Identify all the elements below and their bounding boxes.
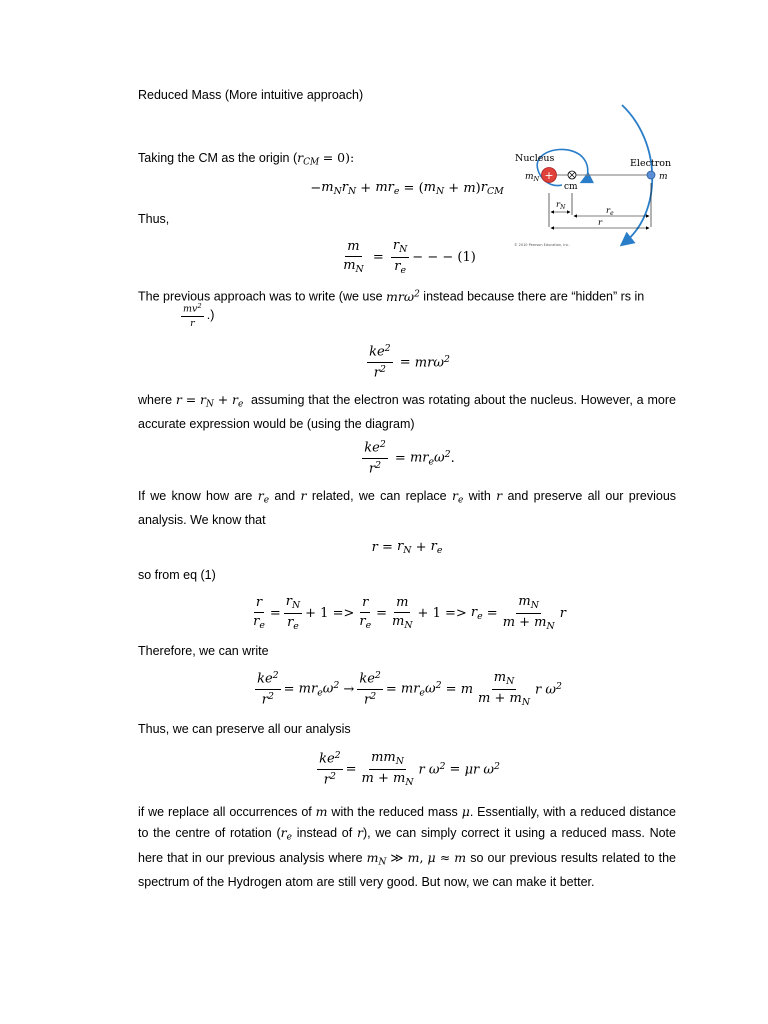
electron-label: Electron <box>630 158 672 169</box>
nucleus-label: Nucleus <box>515 153 555 164</box>
previous-fraction-line: $\frac{mv^2}{r}$ .) <box>183 302 215 329</box>
equation-substitution: $\frac{ke^2}{r^2}$ = $mr_e\omega^2$ → $\frac{ke^2}{r^2}$ = $mr_e\omega^2$ = m $\frac{m_N}{m + m_N}$ r $\omega^2$ <box>257 670 562 708</box>
previous-approach: The previous approach was to write (we use mrω$^2$ instead because there are “hidden” rs in <box>138 288 645 304</box>
equation-coulomb: $\frac{ke^2}{r^2}$ = mrω$^2$ <box>369 343 450 381</box>
equation-derivation: $\frac{r}{r_e}$ = $\frac{r_N}{r_e}$ + 1 => $\frac{r}{r_e}$ = $\frac{m}{m_N}$ + 1 => $r_e$ = $\frac{m_N}{m + m_N}$ r <box>253 594 566 632</box>
ifknow-2: and <box>274 489 296 503</box>
where-paragraph: where $r = r_N + r_e$ assuming that the electron was rotating about the nucleus. However, a more accurate expression would be (using the diagram) <box>138 392 676 432</box>
electron-circle <box>647 171 655 179</box>
mass-electron-label: m <box>659 172 668 182</box>
cm-origin-eq: = 0): <box>322 150 355 165</box>
r-e-label: $r_e$ <box>606 206 614 217</box>
heading: Reduced Mass (More intuitive approach) <box>138 88 364 102</box>
if-know-paragraph: If we know how are $r_e$ and r related, we can replace $r_e$ with r and preserve all our previous analysis. We know that <box>138 488 677 528</box>
where-pre: where <box>138 393 173 407</box>
final-2: with the reduced mass <box>331 805 458 819</box>
final-5: ), we can simply correct it using a reduced mass. Note here that in our previous analysis where <box>138 825 676 865</box>
ifknow-4: with <box>468 489 491 503</box>
therefore: Therefore, we can write <box>138 644 269 658</box>
final-3: . Essentially, with a reduced distance to the centre of rotation ( <box>138 805 676 840</box>
equation-1: $\frac{m}{m_N}$ = $\frac{r_N}{r_e}$ − − − (1) <box>343 238 476 276</box>
thus-2: Thus, we can preserve all our analysis <box>138 722 351 736</box>
thus-1: Thus, <box>138 212 170 226</box>
so-from-eq: so from eq (1) <box>138 568 216 582</box>
ifknow-3: related, we can replace <box>311 489 447 503</box>
equation-r-sum: r = $r_N$ + $r_e$ <box>371 538 443 556</box>
equation-reduced-mass: $\frac{ke^2}{r^2}$ = $\frac{mm_N}{m + m_N}$ r $\omega^2$ = μr $\omega^2$ <box>319 750 500 788</box>
cm-origin-label: Taking the CM as the origin ( <box>138 151 298 165</box>
final-1: if we replace all occurrences of <box>138 805 312 819</box>
where-post: assuming that the electron was rotating about the nucleus. However, a more accurate expression would be (using the diagram) <box>138 393 676 432</box>
ifknow-5: and preserve all our previous analysis. We know that <box>138 489 677 528</box>
mass-nucleus-label: $m_N$ <box>525 172 540 183</box>
cm-origin-line: Taking the CM as the origin $(r_{CM} = 0)$: <box>138 150 355 168</box>
previous-close: .) <box>206 307 215 322</box>
r-n-label: $r_N$ <box>556 200 566 211</box>
final-6: so our previous results related to the spectrum of the Hydrogen atom are still very good. But now, we can make it better. <box>138 850 676 889</box>
nucleus-plus-sign: + <box>544 169 554 182</box>
final-4: instead of <box>296 825 353 840</box>
previous-post: instead because there are “hidden” rs in <box>423 289 645 304</box>
reduced-mass-diagram <box>512 103 676 250</box>
ifknow-1: If we know how are <box>138 489 253 503</box>
r-label: r <box>598 218 603 228</box>
equation-accurate: $\frac{ke^2}{r^2}$ = $mr_e\omega^2$ . <box>364 439 455 477</box>
final-paragraph: if we replace all occurrences of m with the reduced mass μ. Essentially, with a reduced distance to the centre of rotation ($r_e$ instead of r), we can simply correct it using a reduced mass. Note here that in our previous analysis where $m_N$ ≫ m, μ ≈ m so our previous results related to the spectrum of the Hydrogen atom are still very good. But now, we can make it better. <box>138 804 676 889</box>
copyright-text: © 2010 Pearson Education, Inc. <box>514 243 570 247</box>
eq1-label: − − − (1) <box>412 249 476 265</box>
equation-cm: − $m_Nr_N$ + $mr_e$ = ( $m_N$ + m ) $r_{CM}$ <box>310 179 504 197</box>
cm-label: cm <box>564 182 578 192</box>
previous-pre: The previous approach was to write (we use <box>138 289 383 304</box>
